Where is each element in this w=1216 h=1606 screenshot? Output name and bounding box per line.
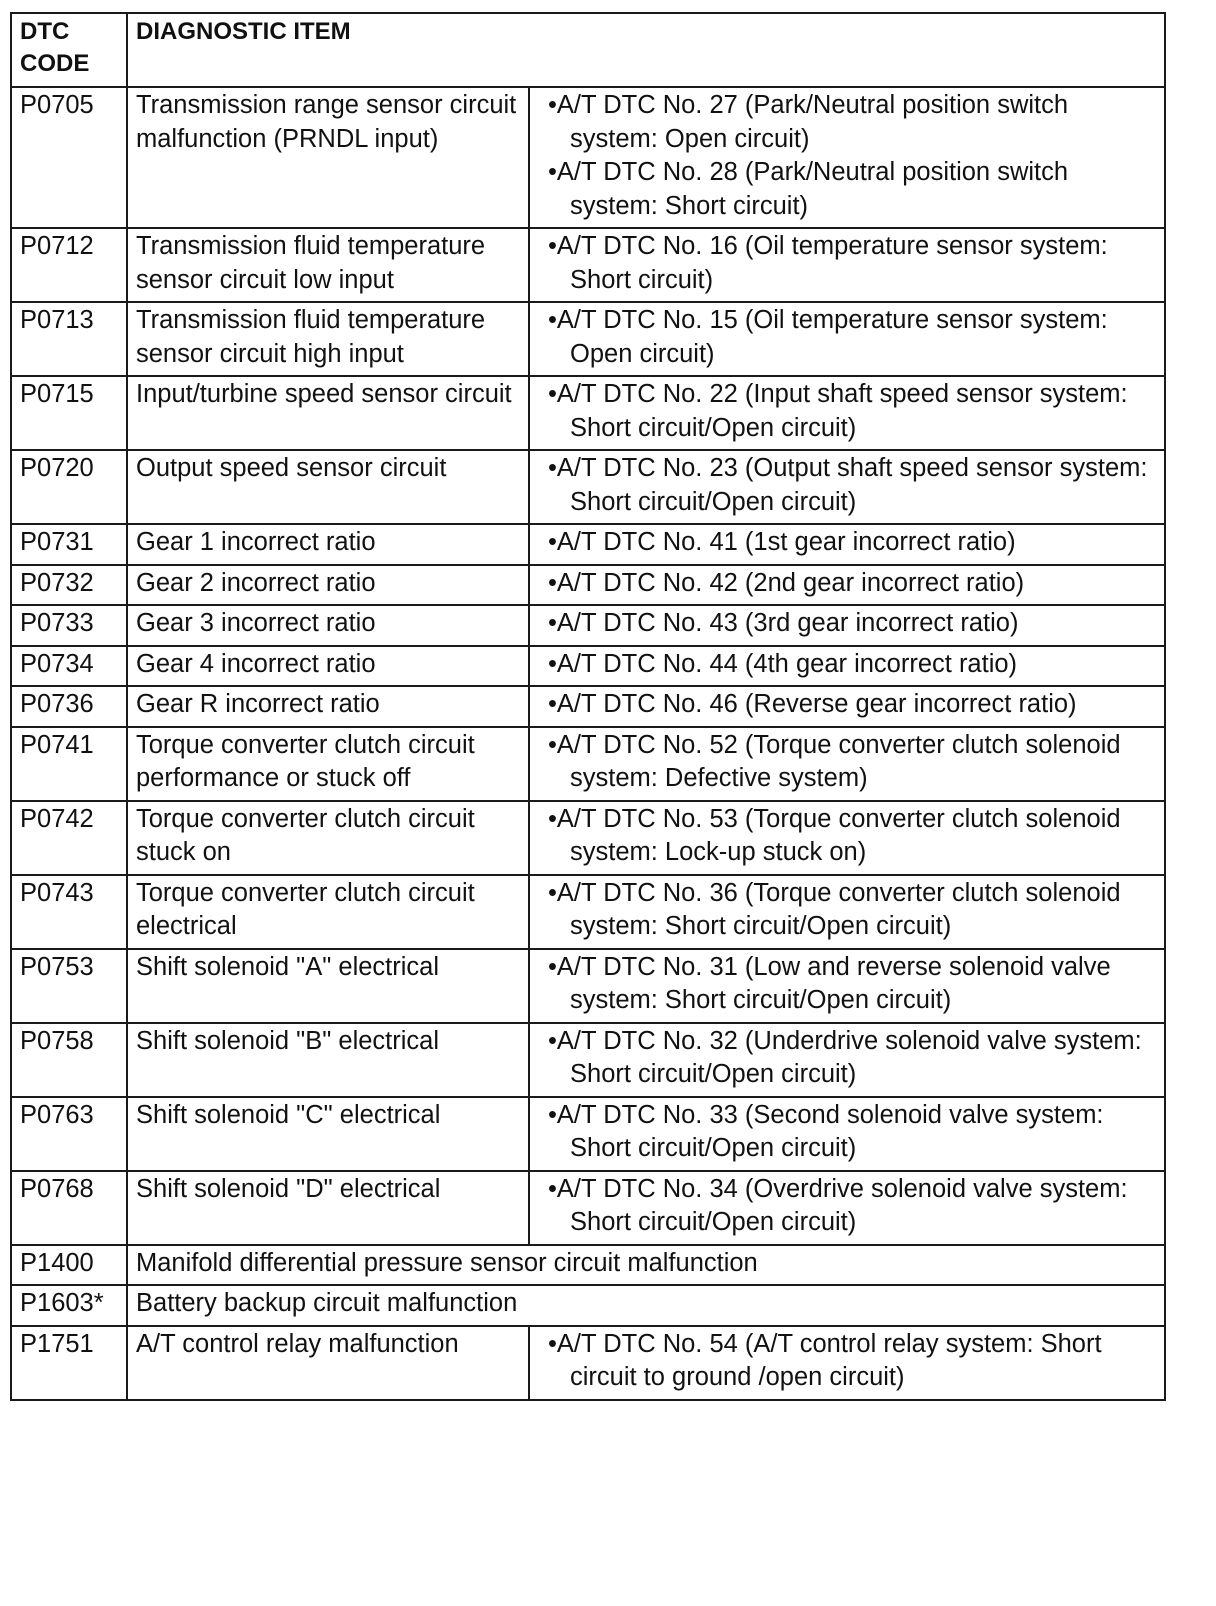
diagnostic-item-cell: Gear 4 incorrect ratio [127,646,529,687]
at-dtc-cell [529,565,1165,606]
at-dtc-item: •A/T DTC No. 53 (Torque converter clutch solenoid system: Lock-up stuck on) [548,804,1121,866]
at-dtc-cell [529,727,1165,801]
table-row [11,376,1165,450]
dtc-table [10,12,1166,1401]
dtc-code-cell: P0713 [11,302,127,376]
table-row [11,1097,1165,1171]
at-dtc-cell [529,1326,1165,1400]
at-dtc-item: •A/T DTC No. 36 (Torque converter clutch solenoid system: Short circuit/Open circuit) [548,878,1121,940]
at-dtc-item: •A/T DTC No. 15 (Oil temperature sensor system: Open circuit) [548,306,1108,368]
table-row [11,524,1165,565]
diagnostic-item-cell: Shift solenoid "D" electrical [127,1171,529,1245]
dtc-code-cell: P0753 [11,949,127,1023]
dtc-code-cell: P0768 [11,1171,127,1245]
diagnostic-item-cell: Gear 3 incorrect ratio [127,605,529,646]
diagnostic-item-cell: Torque converter clutch circuit performance or stuck off [127,727,529,801]
diagnostic-item-cell: Gear R incorrect ratio [127,686,529,727]
dtc-code-cell: P1603* [11,1285,127,1326]
at-dtc-cell [529,875,1165,949]
dtc-code-cell: P1400 [11,1245,127,1286]
table-row [11,1285,1165,1326]
at-dtc-cell [529,686,1165,727]
table-row [11,875,1165,949]
diagnostic-item-header: DIAGNOSTIC ITEM [127,13,1165,87]
at-dtc-cell [529,450,1165,524]
at-dtc-cell [529,801,1165,875]
at-dtc-item: •A/T DTC No. 27 (Park/Neutral position switch system: Open circuit) [548,91,1069,153]
at-dtc-item: •A/T DTC No. 23 (Output shaft speed sensor system: Short circuit/Open circuit) [548,454,1148,516]
diagnostic-item-cell: Output speed sensor circuit [127,450,529,524]
diagnostic-item-cell: Transmission range sensor circuit malfunction (PRNDL input) [127,87,529,228]
table-row [11,228,1165,302]
diagnostic-item-cell: Shift solenoid "A" electrical [127,949,529,1023]
dtc-code-cell: P0733 [11,605,127,646]
dtc-code-cell: P0731 [11,524,127,565]
at-dtc-cell [529,302,1165,376]
diagnostic-item-cell: Torque converter clutch circuit stuck on [127,801,529,875]
at-dtc-cell [529,1097,1165,1171]
at-dtc-item: •A/T DTC No. 44 (4th gear incorrect ratio) [548,649,1018,678]
dtc-code-cell: P0743 [11,875,127,949]
dtc-code-cell: P0741 [11,727,127,801]
at-dtc-cell [529,524,1165,565]
at-dtc-cell [529,87,1165,228]
dtc-code-cell: P0763 [11,1097,127,1171]
at-dtc-cell [529,1171,1165,1245]
at-dtc-item: •A/T DTC No. 33 (Second solenoid valve system: Short circuit/Open circuit) [548,1100,1104,1162]
dtc-code-cell: P0742 [11,801,127,875]
dtc-code-cell: P0720 [11,450,127,524]
dtc-code-cell: P0732 [11,565,127,606]
at-dtc-cell [529,949,1165,1023]
at-dtc-item: •A/T DTC No. 22 (Input shaft speed sensor system: Short circuit/Open circuit) [548,380,1128,442]
diagnostic-item-cell: Gear 1 incorrect ratio [127,524,529,565]
dtc-code-cell: P1751 [11,1326,127,1400]
table-row [11,302,1165,376]
diagnostic-item-cell: Gear 2 incorrect ratio [127,565,529,606]
at-dtc-item: •A/T DTC No. 16 (Oil temperature sensor system: Short circuit) [548,232,1108,294]
table-row [11,949,1165,1023]
at-dtc-item: •A/T DTC No. 43 (3rd gear incorrect ratio) [548,609,1019,637]
table-row [11,87,1165,228]
table-row [11,605,1165,646]
diagnostic-item-cell: Shift solenoid "C" electrical [127,1097,529,1171]
diagnostic-item-cell: Transmission fluid temperature sensor circuit low input [127,228,529,302]
at-dtc-item: •A/T DTC No. 32 (Underdrive solenoid valve system: Short circuit/Open circuit) [548,1026,1142,1088]
header-row [11,13,1165,87]
table-row [11,727,1165,801]
table-row [11,565,1165,606]
table-row [11,686,1165,727]
at-dtc-item: •A/T DTC No. 28 (Park/Neutral position switch system: Short circuit) [548,158,1069,220]
diagnostic-item-cell: A/T control relay malfunction [127,1326,529,1400]
table-body [11,87,1165,1400]
dtc-code-cell: P0712 [11,228,127,302]
table-row [11,801,1165,875]
at-dtc-item: •A/T DTC No. 41 (1st gear incorrect ratio) [548,528,1016,556]
dtc-code-header: DTC CODE [11,13,127,87]
at-dtc-cell [529,376,1165,450]
table-row [11,1245,1165,1286]
at-dtc-item: •A/T DTC No. 31 (Low and reverse solenoid valve system: Short circuit/Open circuit) [548,952,1111,1014]
dtc-code-cell: P0715 [11,376,127,450]
diagnostic-item-cell: Shift solenoid "B" electrical [127,1023,529,1097]
table-row [11,450,1165,524]
diagnostic-item-cell: Torque converter clutch circuit electrical [127,875,529,949]
dtc-code-cell: P0734 [11,646,127,687]
table-row [11,1023,1165,1097]
at-dtc-item: •A/T DTC No. 46 (Reverse gear incorrect ratio) [548,690,1077,718]
at-dtc-item: •A/T DTC No. 42 (2nd gear incorrect ratio) [548,568,1025,597]
at-dtc-item: •A/T DTC No. 54 (A/T control relay system: Short circuit to ground /open circuit) [548,1329,1102,1391]
diagnostic-item-cell: Input/turbine speed sensor circuit [127,376,529,450]
at-dtc-item: •A/T DTC No. 34 (Overdrive solenoid valve system: Short circuit/Open circuit) [548,1174,1128,1236]
diagnostic-item-cell: Manifold differential pressure sensor circuit malfunction [127,1245,1165,1286]
dtc-code-cell: P0736 [11,686,127,727]
at-dtc-item: •A/T DTC No. 52 (Torque converter clutch solenoid system: Defective system) [548,730,1121,792]
dtc-code-cell: P0758 [11,1023,127,1097]
at-dtc-cell [529,1023,1165,1097]
table-row [11,1171,1165,1245]
table-row [11,1326,1165,1400]
at-dtc-cell [529,605,1165,646]
diagnostic-item-cell: Transmission fluid temperature sensor circuit high input [127,302,529,376]
dtc-code-cell: P0705 [11,87,127,228]
diagnostic-item-cell: Battery backup circuit malfunction [127,1285,1165,1326]
table-row [11,646,1165,687]
at-dtc-cell [529,228,1165,302]
at-dtc-cell [529,646,1165,687]
